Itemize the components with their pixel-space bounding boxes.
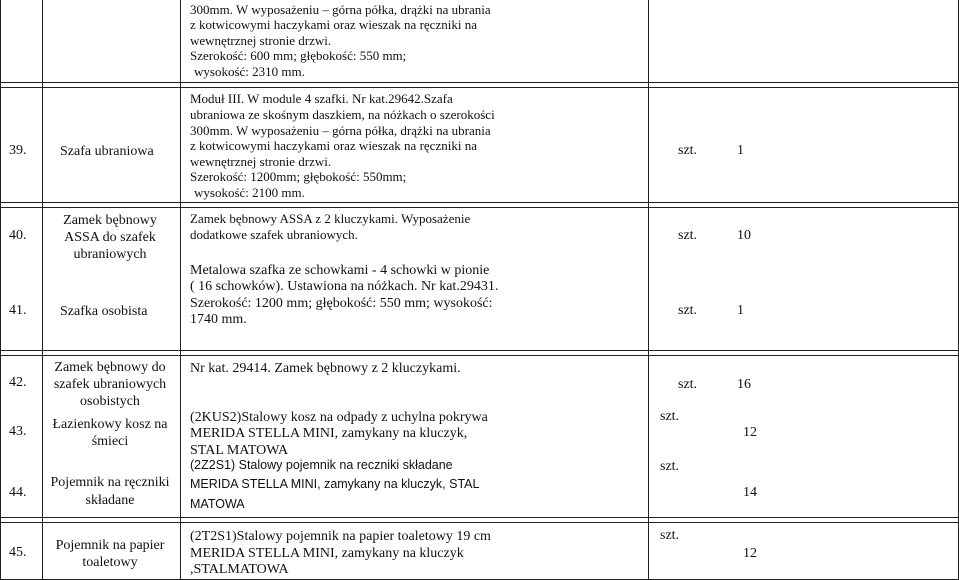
table-border xyxy=(0,522,959,523)
description-line: MATOWA xyxy=(190,497,245,511)
quantity-value: 12 xyxy=(743,546,757,561)
quantity-value: 14 xyxy=(743,485,757,500)
table-border xyxy=(0,517,959,518)
table-border xyxy=(0,355,959,356)
row-number: 41. xyxy=(9,303,27,318)
item-name: ASSA do szafek xyxy=(64,230,156,245)
unit-label: szt. xyxy=(678,143,698,158)
unit-label: szt. xyxy=(678,377,698,392)
unit-label: szt. xyxy=(678,228,698,243)
description-line: MERIDA STELLA MINI, zamykany na kluczyk, STAL xyxy=(190,477,480,491)
item-name: osobistych xyxy=(80,394,140,409)
quantity-value: 1 xyxy=(737,143,744,158)
description-line: MERIDA STELLA MINI, zamykany na kluczyk, xyxy=(190,426,468,441)
row-number: 42. xyxy=(9,375,27,390)
description-line: ( 16 schowków). Ustawiona na nóżkach. Nr kat.29431. xyxy=(190,279,499,294)
item-name: śmieci xyxy=(91,434,129,449)
item-name: Szafa ubraniowa xyxy=(60,144,154,159)
unit-label: szt. xyxy=(660,459,680,474)
unit-label: szt. xyxy=(678,303,698,318)
description-line: z kotwicowymi haczykami oraz wieszak na ręczniki na xyxy=(190,17,477,32)
table-border xyxy=(0,82,959,83)
description-line: Nr kat. 29414. Zamek bębnowy z 2 kluczykami. xyxy=(190,361,461,376)
description-line: (2T2S1)Stalowy pojemnik na papier toaletowy 19 cm xyxy=(190,529,491,544)
quantity-value: 12 xyxy=(743,425,757,440)
description-line: wewnętrznej stronie drzwi. xyxy=(190,33,332,48)
row-number: 39. xyxy=(9,143,27,158)
row-number: 43. xyxy=(9,424,27,439)
description-line: (2Z2S1) Stalowy pojemnik na reczniki składane xyxy=(190,458,453,472)
table-border xyxy=(0,87,959,88)
quantity-value: 16 xyxy=(737,377,751,392)
description-line: MERIDA STELLA MINI, zamykany na kluczyk xyxy=(190,546,464,561)
quantity-value: 10 xyxy=(737,228,751,243)
quantity-value: 1 xyxy=(737,303,744,318)
description-line: ,STALMATOWA xyxy=(190,562,289,577)
description-line: 1740 mm. xyxy=(190,312,247,327)
item-name: Pojemnik na ręczniki xyxy=(50,475,170,490)
description-line: Szerokość: 1200 mm; głębokość: 550 mm; wysokość: xyxy=(190,296,493,311)
item-name: Pojemnik na papier xyxy=(55,538,165,553)
description-line: STAL MATOWA xyxy=(190,443,289,458)
description-line: dodatkowe szafek ubraniowych. xyxy=(190,227,358,242)
item-name: Łazienkowy kosz na xyxy=(52,417,168,432)
row-number: 45. xyxy=(9,545,27,560)
row-number: 40. xyxy=(9,228,27,243)
table-border xyxy=(0,350,959,351)
description-line: Szerokość: 600 mm; głębokość: 550 mm; xyxy=(190,48,407,63)
unit-label: szt. xyxy=(660,528,680,543)
description-line: ubraniowa ze skośnym daszkiem, na nóżkach o szerokości xyxy=(190,107,495,122)
description-line: Metalowa szafka ze schowkami - 4 schowki w pionie xyxy=(190,263,490,278)
item-name: szafek ubraniowych xyxy=(53,377,167,392)
item-name: toaletowy xyxy=(82,555,138,570)
unit-label: szt. xyxy=(660,409,680,424)
description-line: z kotwicowymi haczykami oraz wieszak na ręczniki na xyxy=(190,138,477,153)
description-line: Zamek bębnowy ASSA z 2 kluczykami. Wyposażenie xyxy=(190,211,471,226)
item-name: Szafka osobista xyxy=(60,304,148,319)
row-number: 44. xyxy=(9,485,27,500)
item-name: składane xyxy=(85,493,135,508)
description-line: 300mm. W wyposażeniu – górna półka, drążki na ubrania xyxy=(190,2,491,17)
description-line: (2KUS2)Stalowy kosz na odpady z uchylna pokrywa xyxy=(190,410,488,425)
item-name: Zamek bębnowy do xyxy=(54,360,166,375)
description-line: Moduł III. W module 4 szafki. Nr kat.29642.Szafa xyxy=(190,91,453,106)
description-line: Szerokość: 1200mm; głębokość: 550mm; xyxy=(190,169,407,184)
description-line: wewnętrznej stronie drzwi. xyxy=(190,154,332,169)
table-border xyxy=(0,207,959,208)
description-line: wysokość: 2310 mm. xyxy=(194,64,305,79)
item-name: ubraniowych xyxy=(73,247,147,262)
description-line: wysokość: 2100 mm. xyxy=(194,185,305,200)
item-name: Zamek bębnowy xyxy=(63,213,157,228)
table-border xyxy=(0,202,959,203)
description-line: 300mm. W wyposażeniu – górna półka, drążki na ubrania xyxy=(190,123,491,138)
